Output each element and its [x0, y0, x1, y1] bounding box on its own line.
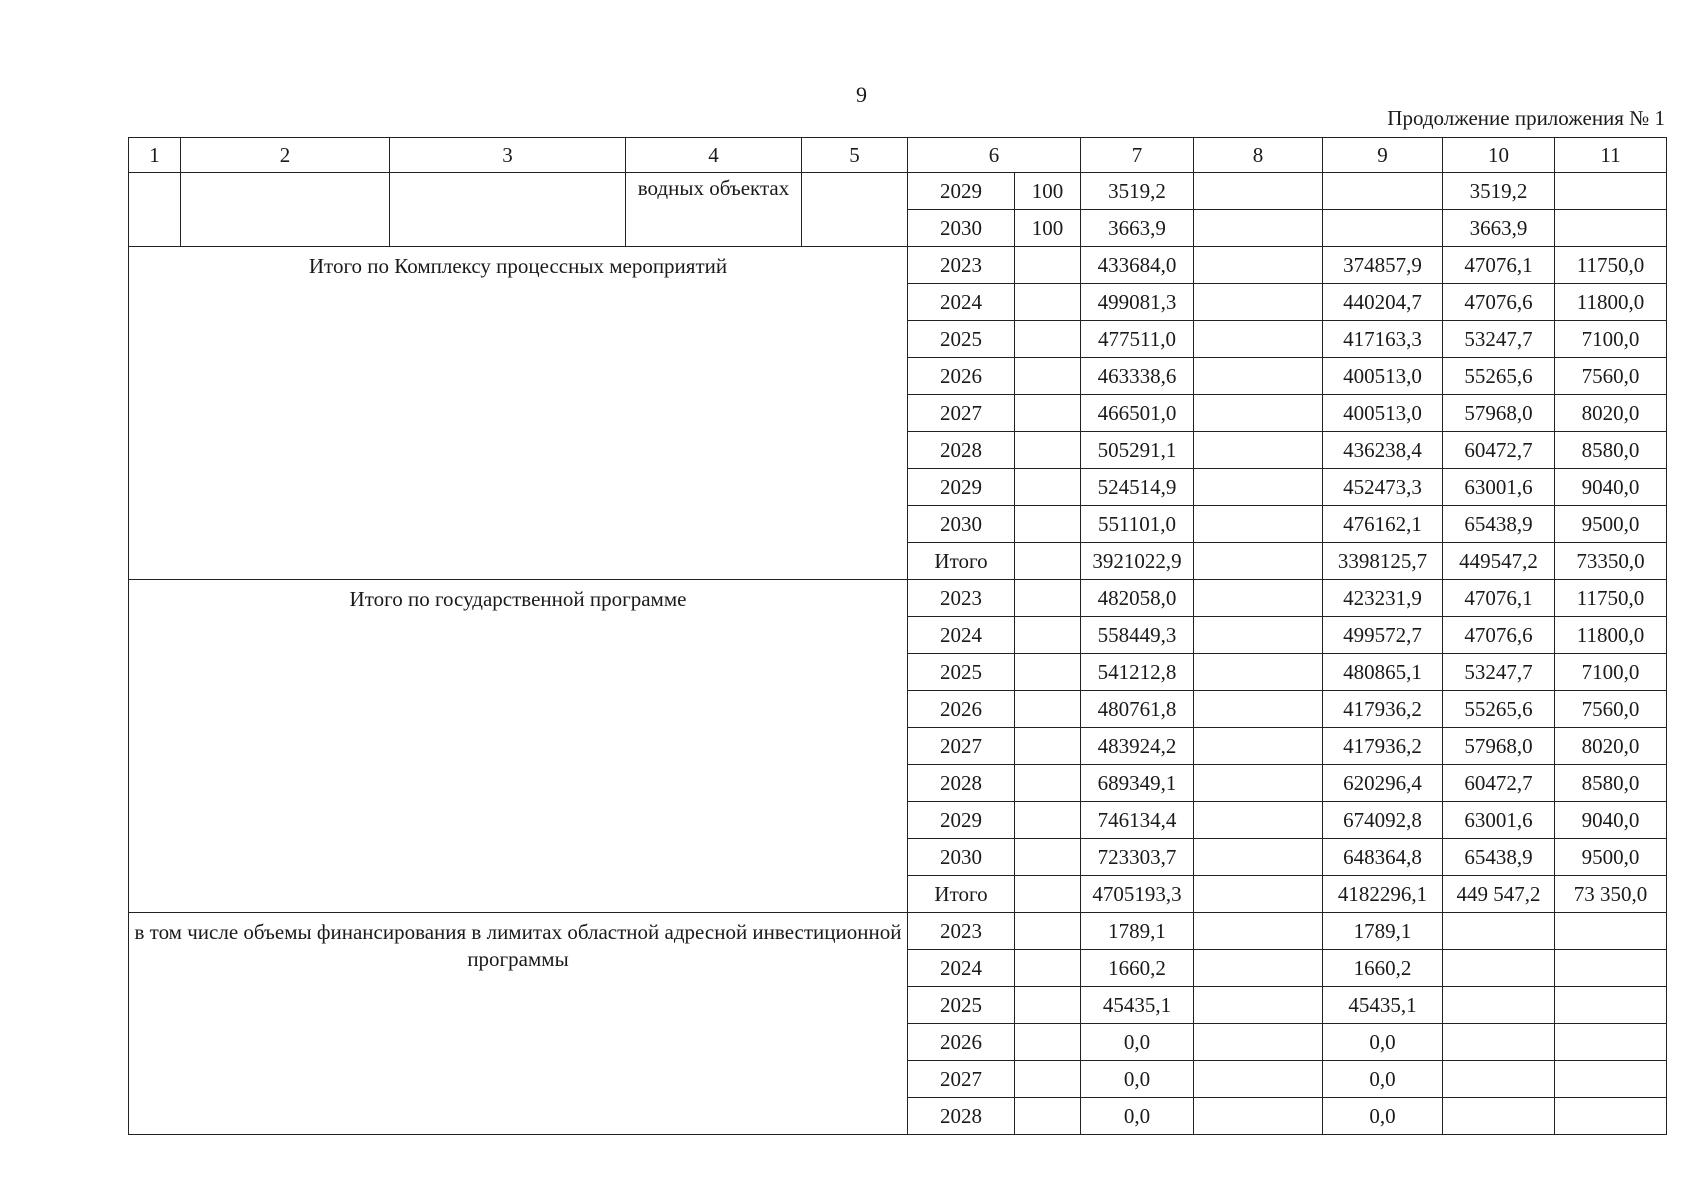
value-cell — [1555, 950, 1667, 987]
table-body — [129, 173, 1667, 1135]
empty-cell — [390, 173, 626, 247]
total-cell: 1660,2 — [1081, 950, 1194, 987]
year-cell: 2030 — [908, 839, 1015, 876]
empty-cell — [802, 173, 908, 247]
percent-cell — [1015, 395, 1081, 432]
year-cell: 2023 — [908, 580, 1015, 617]
year-cell: 2026 — [908, 691, 1015, 728]
empty-cell — [129, 173, 181, 247]
value-cell — [1194, 284, 1323, 321]
value-cell — [1194, 1024, 1323, 1061]
year-cell: 2023 — [908, 913, 1015, 950]
value-cell — [1443, 913, 1555, 950]
value-cell — [1194, 1061, 1323, 1098]
value-cell — [1194, 580, 1323, 617]
percent-cell — [1015, 617, 1081, 654]
percent-cell — [1015, 987, 1081, 1024]
value-cell — [1194, 876, 1323, 913]
year-cell: 2026 — [908, 358, 1015, 395]
value-cell — [1194, 839, 1323, 876]
year-cell: 2027 — [908, 728, 1015, 765]
value-cell: 47076,6 — [1443, 284, 1555, 321]
value-cell: 3519,2 — [1443, 173, 1555, 210]
percent-cell — [1015, 1024, 1081, 1061]
total-cell: 558449,3 — [1081, 617, 1194, 654]
year-cell: 2025 — [908, 321, 1015, 358]
section-label: Итого по Комплексу процессных мероприятий — [129, 247, 908, 580]
year-cell: 2024 — [908, 284, 1015, 321]
table-row — [129, 580, 1667, 617]
value-cell — [1555, 173, 1667, 210]
percent-cell — [1015, 432, 1081, 469]
value-cell: 45435,1 — [1323, 987, 1443, 1024]
value-cell: 47076,1 — [1443, 580, 1555, 617]
header-cell: 7 — [1081, 138, 1194, 173]
value-cell: 9500,0 — [1555, 506, 1667, 543]
value-cell: 73350,0 — [1555, 543, 1667, 580]
year-cell: 2027 — [908, 395, 1015, 432]
percent-cell — [1015, 580, 1081, 617]
total-cell: 45435,1 — [1081, 987, 1194, 1024]
value-cell — [1194, 765, 1323, 802]
percent-cell — [1015, 728, 1081, 765]
total-cell: 463338,6 — [1081, 358, 1194, 395]
percent-cell — [1015, 876, 1081, 913]
value-cell: 620296,4 — [1323, 765, 1443, 802]
header-cell: 2 — [181, 138, 390, 173]
year-cell: 2024 — [908, 617, 1015, 654]
header-row — [129, 138, 1667, 173]
year-cell: 2029 — [908, 469, 1015, 506]
value-cell: 4182296,1 — [1323, 876, 1443, 913]
value-cell — [1194, 987, 1323, 1024]
value-cell — [1555, 913, 1667, 950]
header-cell: 5 — [802, 138, 908, 173]
value-cell — [1194, 210, 1323, 247]
value-cell: 57968,0 — [1443, 728, 1555, 765]
value-cell: 9500,0 — [1555, 839, 1667, 876]
value-cell: 499572,7 — [1323, 617, 1443, 654]
value-cell: 53247,7 — [1443, 321, 1555, 358]
value-cell — [1194, 432, 1323, 469]
value-cell: 8580,0 — [1555, 432, 1667, 469]
value-cell — [1555, 1098, 1667, 1135]
total-cell: 477511,0 — [1081, 321, 1194, 358]
total-cell: 723303,7 — [1081, 839, 1194, 876]
total-cell: 499081,3 — [1081, 284, 1194, 321]
value-cell: 452473,3 — [1323, 469, 1443, 506]
year-cell: Итого — [908, 876, 1015, 913]
total-cell: 541212,8 — [1081, 654, 1194, 691]
value-cell: 449 547,2 — [1443, 876, 1555, 913]
total-cell: 0,0 — [1081, 1061, 1194, 1098]
year-cell: 2028 — [908, 432, 1015, 469]
value-cell: 53247,7 — [1443, 654, 1555, 691]
total-cell: 746134,4 — [1081, 802, 1194, 839]
header-cell: 3 — [390, 138, 626, 173]
value-cell: 11800,0 — [1555, 284, 1667, 321]
total-cell: 3519,2 — [1081, 173, 1194, 210]
total-cell: 433684,0 — [1081, 247, 1194, 284]
value-cell: 8580,0 — [1555, 765, 1667, 802]
percent-cell — [1015, 691, 1081, 728]
funding-table — [128, 137, 1667, 1135]
percent-cell — [1015, 839, 1081, 876]
value-cell: 423231,9 — [1323, 580, 1443, 617]
total-cell: 3663,9 — [1081, 210, 1194, 247]
total-cell: 483924,2 — [1081, 728, 1194, 765]
percent-cell — [1015, 284, 1081, 321]
percent-cell: 100 — [1015, 173, 1081, 210]
year-cell: 2026 — [908, 1024, 1015, 1061]
value-cell: 7560,0 — [1555, 358, 1667, 395]
value-cell: 9040,0 — [1555, 469, 1667, 506]
header-cell: 6 — [908, 138, 1081, 173]
value-cell: 9040,0 — [1555, 802, 1667, 839]
value-cell — [1194, 395, 1323, 432]
year-cell: 2024 — [908, 950, 1015, 987]
percent-cell — [1015, 543, 1081, 580]
value-cell: 73 350,0 — [1555, 876, 1667, 913]
percent-cell — [1015, 469, 1081, 506]
percent-cell — [1015, 247, 1081, 284]
header-cell: 8 — [1194, 138, 1323, 173]
percent-cell — [1015, 802, 1081, 839]
value-cell — [1443, 1061, 1555, 1098]
value-cell: 11800,0 — [1555, 617, 1667, 654]
value-cell: 7560,0 — [1555, 691, 1667, 728]
value-cell — [1555, 987, 1667, 1024]
percent-cell — [1015, 913, 1081, 950]
value-cell: 648364,8 — [1323, 839, 1443, 876]
empty-cell — [181, 173, 390, 247]
value-cell: 3398125,7 — [1323, 543, 1443, 580]
total-cell: 482058,0 — [1081, 580, 1194, 617]
year-cell: 2029 — [908, 173, 1015, 210]
value-cell: 11750,0 — [1555, 247, 1667, 284]
value-cell: 8020,0 — [1555, 395, 1667, 432]
value-cell — [1194, 691, 1323, 728]
value-cell — [1323, 173, 1443, 210]
value-cell: 3663,9 — [1443, 210, 1555, 247]
value-cell — [1194, 543, 1323, 580]
table-row — [129, 247, 1667, 284]
value-cell: 57968,0 — [1443, 395, 1555, 432]
percent-cell — [1015, 358, 1081, 395]
total-cell: 4705193,3 — [1081, 876, 1194, 913]
total-cell: 0,0 — [1081, 1024, 1194, 1061]
value-cell: 63001,6 — [1443, 802, 1555, 839]
value-cell: 55265,6 — [1443, 691, 1555, 728]
percent-cell: 100 — [1015, 210, 1081, 247]
value-cell — [1194, 247, 1323, 284]
total-cell: 0,0 — [1081, 1098, 1194, 1135]
value-cell: 47076,1 — [1443, 247, 1555, 284]
percent-cell — [1015, 950, 1081, 987]
value-cell — [1194, 950, 1323, 987]
value-cell: 8020,0 — [1555, 728, 1667, 765]
value-cell — [1194, 913, 1323, 950]
value-cell — [1194, 358, 1323, 395]
value-cell: 55265,6 — [1443, 358, 1555, 395]
value-cell: 1660,2 — [1323, 950, 1443, 987]
value-cell — [1443, 987, 1555, 1024]
value-cell — [1194, 469, 1323, 506]
result-name-cell: водных объектах — [626, 173, 802, 247]
value-cell: 0,0 — [1323, 1024, 1443, 1061]
value-cell: 436238,4 — [1323, 432, 1443, 469]
value-cell — [1555, 1024, 1667, 1061]
value-cell — [1323, 210, 1443, 247]
total-cell: 3921022,9 — [1081, 543, 1194, 580]
value-cell: 1789,1 — [1323, 913, 1443, 950]
year-cell: 2028 — [908, 1098, 1015, 1135]
value-cell: 440204,7 — [1323, 284, 1443, 321]
value-cell — [1443, 1098, 1555, 1135]
value-cell — [1194, 506, 1323, 543]
header-cell: 4 — [626, 138, 802, 173]
value-cell — [1194, 1098, 1323, 1135]
percent-cell — [1015, 654, 1081, 691]
percent-cell — [1015, 506, 1081, 543]
value-cell: 60472,7 — [1443, 765, 1555, 802]
year-cell: Итого — [908, 543, 1015, 580]
total-cell: 524514,9 — [1081, 469, 1194, 506]
table-row — [129, 173, 1667, 210]
header-cell: 1 — [129, 138, 181, 173]
value-cell — [1443, 950, 1555, 987]
value-cell — [1194, 617, 1323, 654]
value-cell — [1194, 321, 1323, 358]
value-cell — [1555, 1061, 1667, 1098]
percent-cell — [1015, 321, 1081, 358]
total-cell: 689349,1 — [1081, 765, 1194, 802]
year-cell: 2029 — [908, 802, 1015, 839]
year-cell: 2028 — [908, 765, 1015, 802]
value-cell — [1194, 802, 1323, 839]
value-cell: 7100,0 — [1555, 321, 1667, 358]
value-cell: 65438,9 — [1443, 506, 1555, 543]
value-cell: 0,0 — [1323, 1061, 1443, 1098]
value-cell — [1194, 173, 1323, 210]
year-cell: 2027 — [908, 1061, 1015, 1098]
value-cell: 60472,7 — [1443, 432, 1555, 469]
percent-cell — [1015, 765, 1081, 802]
header-cell: 10 — [1443, 138, 1555, 173]
total-cell: 466501,0 — [1081, 395, 1194, 432]
total-cell: 505291,1 — [1081, 432, 1194, 469]
value-cell: 65438,9 — [1443, 839, 1555, 876]
value-cell: 480865,1 — [1323, 654, 1443, 691]
year-cell: 2025 — [908, 654, 1015, 691]
value-cell: 47076,6 — [1443, 617, 1555, 654]
total-cell: 1789,1 — [1081, 913, 1194, 950]
year-cell: 2030 — [908, 506, 1015, 543]
value-cell: 417163,3 — [1323, 321, 1443, 358]
page-number: 9 — [856, 82, 867, 107]
value-cell: 417936,2 — [1323, 728, 1443, 765]
value-cell: 0,0 — [1323, 1098, 1443, 1135]
value-cell: 63001,6 — [1443, 469, 1555, 506]
percent-cell — [1015, 1061, 1081, 1098]
value-cell — [1555, 210, 1667, 247]
value-cell: 374857,9 — [1323, 247, 1443, 284]
value-cell: 400513,0 — [1323, 358, 1443, 395]
total-cell: 480761,8 — [1081, 691, 1194, 728]
year-cell: 2025 — [908, 987, 1015, 1024]
value-cell: 7100,0 — [1555, 654, 1667, 691]
header-cell: 9 — [1323, 138, 1443, 173]
value-cell — [1194, 728, 1323, 765]
value-cell — [1443, 1024, 1555, 1061]
value-cell: 476162,1 — [1323, 506, 1443, 543]
value-cell — [1194, 654, 1323, 691]
appendix-caption: Продолжение приложения № 1 — [1387, 106, 1665, 130]
table-row — [129, 913, 1667, 950]
value-cell: 674092,8 — [1323, 802, 1443, 839]
value-cell: 449547,2 — [1443, 543, 1555, 580]
total-cell: 551101,0 — [1081, 506, 1194, 543]
year-cell: 2030 — [908, 210, 1015, 247]
year-cell: 2023 — [908, 247, 1015, 284]
value-cell: 11750,0 — [1555, 580, 1667, 617]
percent-cell — [1015, 1098, 1081, 1135]
value-cell: 400513,0 — [1323, 395, 1443, 432]
section-label: в том числе объемы финансирования в лимитах областной адресной инвестиционной программы — [129, 913, 908, 1135]
value-cell: 417936,2 — [1323, 691, 1443, 728]
section-label: Итого по государственной программе — [129, 580, 908, 913]
header-cell: 11 — [1555, 138, 1667, 173]
